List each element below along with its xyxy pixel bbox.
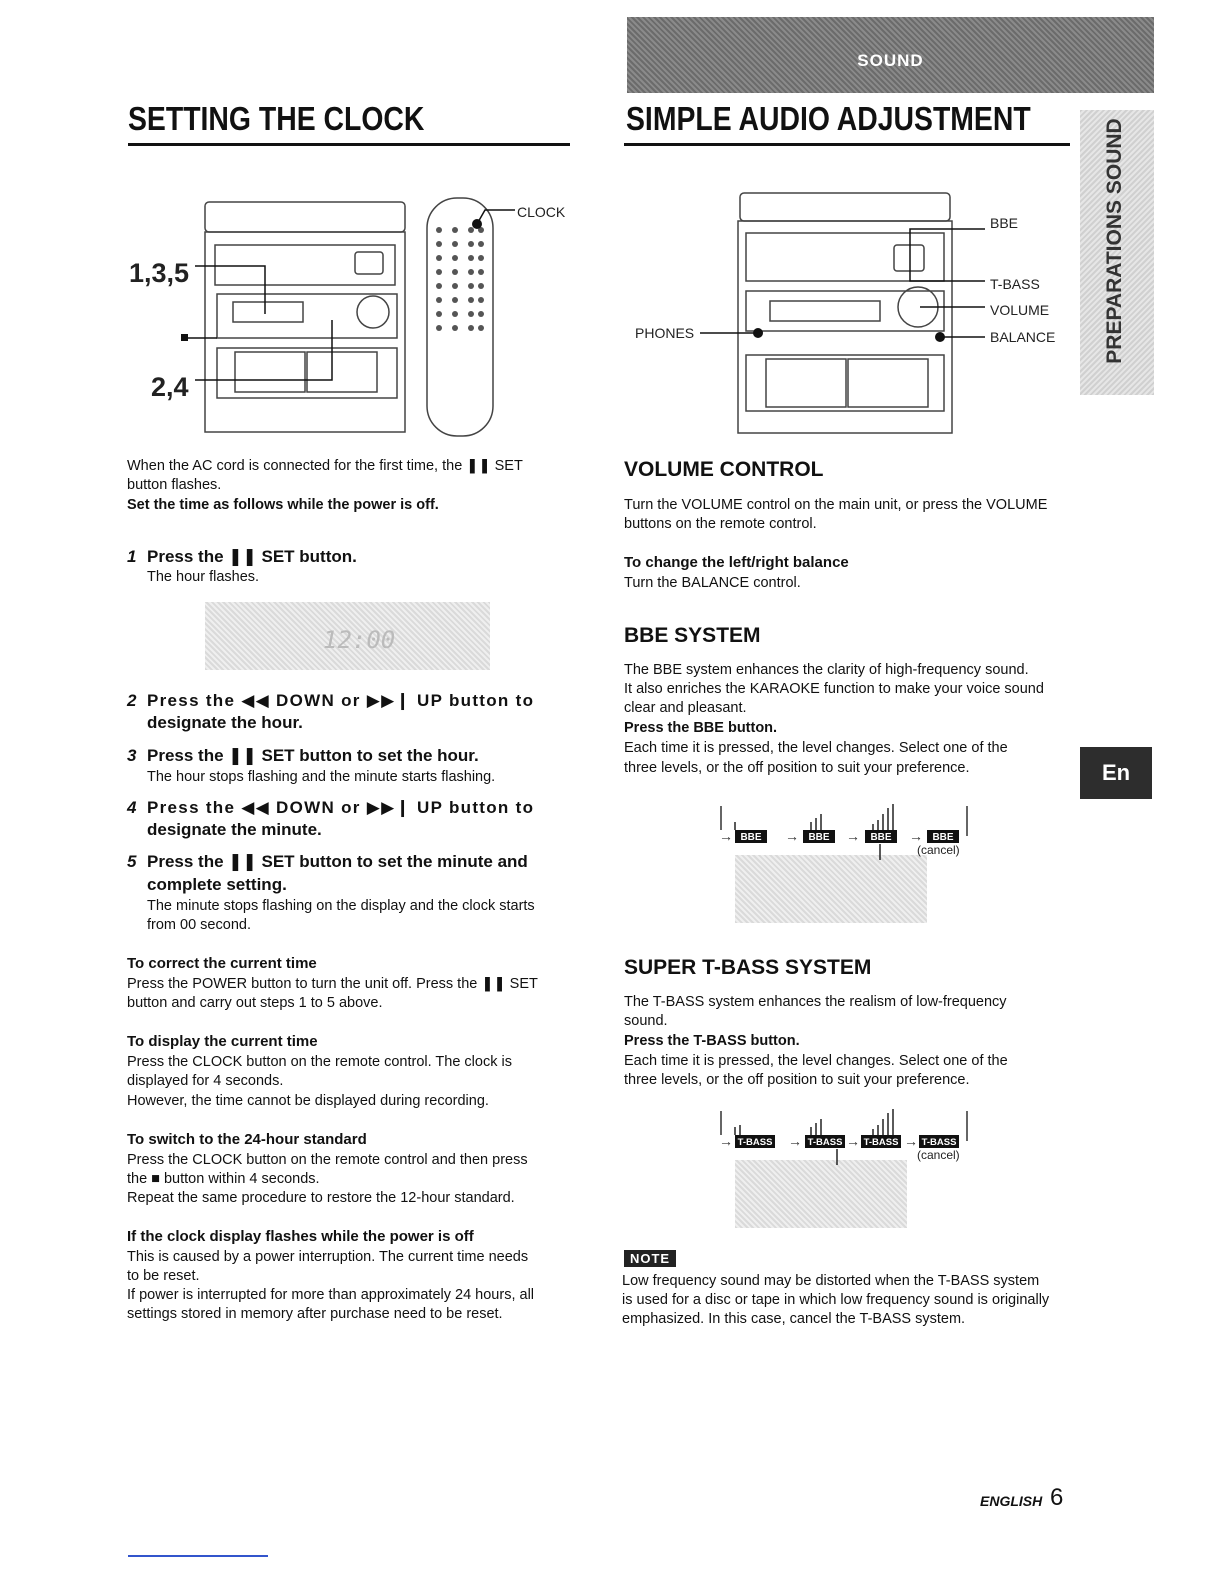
step-1-sub: The hour flashes. xyxy=(147,569,260,585)
tbass-chip-2: T-BASS xyxy=(807,1137,843,1148)
clock-callout: CLOCK xyxy=(517,204,566,220)
clock-display-illustration xyxy=(205,602,490,670)
language-tab: En xyxy=(1080,747,1152,799)
intro-line-1: When the AC cord is connected for the first time, the ❚❚ SET xyxy=(127,458,523,474)
tbass-l4: three levels, or the off position to suit your preference. xyxy=(624,1072,970,1088)
balance-callout: BALANCE xyxy=(990,329,1056,345)
volume-callout: VOLUME xyxy=(990,302,1050,318)
flash-head: If the clock display flashes while the power is off xyxy=(127,1228,474,1245)
svg-text:→: → xyxy=(785,828,799,844)
switch24-l2: the ■ button within 4 seconds. xyxy=(127,1171,320,1187)
bbe-chip-2: BBE xyxy=(808,832,830,843)
bbe-chip-3: BBE xyxy=(870,832,892,843)
flash-l3: If power is interrupted for more than approximately 24 hours, all xyxy=(127,1287,535,1303)
svg-text:→: → xyxy=(719,1133,733,1149)
tbass-l1: The T-BASS system enhances the realism of low-frequency xyxy=(624,994,1007,1010)
tbass-chip-4: T-BASS xyxy=(921,1137,957,1148)
svg-text:→: → xyxy=(719,828,733,844)
left-title: SETTING THE CLOCK xyxy=(128,100,425,137)
tbass-level-diagram xyxy=(715,1105,975,1165)
phones-callout: PHONES xyxy=(635,325,695,341)
bbe-l4: Each time it is pressed, the level changes. Select one of the xyxy=(624,740,1008,756)
flash-l4: settings stored in memory after purchase need to be reset. xyxy=(127,1306,503,1322)
volume-heading: VOLUME CONTROL xyxy=(624,458,824,481)
audio-unit-illustration xyxy=(630,185,1075,440)
tbass-l2: sound. xyxy=(624,1013,668,1029)
step-4-text-1: Press the ◀◀ DOWN or ▶▶❙ UP button to xyxy=(147,798,535,817)
step-1-num: 1 xyxy=(127,547,137,566)
svg-text:→: → xyxy=(788,1133,802,1149)
note-l2: is used for a disc or tape in which low frequency sound is originally xyxy=(622,1292,1050,1308)
tbass-press: Press the T-BASS button. xyxy=(624,1033,800,1049)
flash-l1: This is caused by a power interruption. The current time needs xyxy=(127,1249,529,1265)
tbass-heading: SUPER T-BASS SYSTEM xyxy=(624,956,872,979)
correct-time-head: To correct the current time xyxy=(127,955,317,972)
step-1-text: Press the ❚❚ SET button. xyxy=(147,547,357,566)
correct-time-l2: button and carry out steps 1 to 5 above. xyxy=(127,995,383,1011)
volume-l1: Turn the VOLUME control on the main unit, or press the VOLUME xyxy=(624,497,1048,513)
display-time-l1: Press the CLOCK button on the remote control. The clock is xyxy=(127,1054,512,1070)
bbe-l2: It also enriches the KARAOKE function to make your voice sound xyxy=(624,681,1044,697)
clock-unit-illustration xyxy=(125,190,575,440)
step-5-sub-1: The minute stops flashing on the display and the clock starts xyxy=(147,898,535,914)
tbass-chip-3: T-BASS xyxy=(863,1137,899,1148)
display-time-l3: However, the time cannot be displayed during recording. xyxy=(127,1093,489,1109)
bbe-l1: The BBE system enhances the clarity of high-frequency sound. xyxy=(624,662,1029,678)
tbass-callout: T-BASS xyxy=(990,276,1040,292)
step-2-num: 2 xyxy=(127,691,137,710)
display-time-head: To display the current time xyxy=(127,1033,318,1050)
right-title-rule xyxy=(624,143,1070,146)
bbe-level-diagram xyxy=(715,800,975,860)
step-5-text-1: Press the ❚❚ SET button to set the minute and xyxy=(147,852,528,871)
bbe-heading: BBE SYSTEM xyxy=(624,624,761,647)
bbe-chip-1: BBE xyxy=(740,832,762,843)
section-band xyxy=(627,17,1154,93)
note-badge: NOTE xyxy=(624,1250,676,1267)
section-label: SOUND xyxy=(857,51,924,70)
intro-bold: Set the time as follows while the power is off. xyxy=(127,497,439,513)
svg-text:→: → xyxy=(904,1133,918,1149)
step-5-sub-2: from 00 second. xyxy=(147,917,251,933)
correct-time-l1: Press the POWER button to turn the unit off. Press the ❚❚ SET xyxy=(127,976,538,992)
volume-l2: buttons on the remote control. xyxy=(624,516,817,532)
left-title-rule xyxy=(128,143,570,146)
tbass-chip-1: T-BASS xyxy=(737,1137,773,1148)
step-4-num: 4 xyxy=(127,798,137,817)
side-tab xyxy=(1080,110,1154,395)
note-l3: emphasized. In this case, cancel the T-BASS system. xyxy=(622,1311,966,1327)
bbe-chip-4: BBE xyxy=(932,832,954,843)
step-2-text-1: Press the ◀◀ DOWN or ▶▶❙ UP button to xyxy=(147,691,535,710)
tbass-display-illustration xyxy=(735,1160,907,1228)
tbass-cancel: (cancel) xyxy=(917,1148,960,1162)
step-4-text-2: designate the minute. xyxy=(147,820,322,839)
step-5-text-2: complete setting. xyxy=(147,875,287,894)
step-3-num: 3 xyxy=(127,746,137,765)
svg-text:→: → xyxy=(846,1133,860,1149)
svg-text:→: → xyxy=(909,828,923,844)
step-5-num: 5 xyxy=(127,852,137,871)
right-title: SIMPLE AUDIO ADJUSTMENT xyxy=(626,100,1031,137)
balance-l1: Turn the BALANCE control. xyxy=(624,575,801,591)
side-tab-label: PREPARATIONS SOUND xyxy=(1103,118,1126,364)
steps-135-callout: 1,3,5 xyxy=(129,258,190,288)
bbe-callout: BBE xyxy=(990,215,1019,231)
bbe-press: Press the BBE button. xyxy=(624,720,778,736)
bbe-cancel: (cancel) xyxy=(917,843,960,857)
step-3-sub: The hour stops flashing and the minute starts flashing. xyxy=(147,769,496,785)
intro-line-2: button flashes. xyxy=(127,477,222,493)
bbe-display-illustration xyxy=(735,855,927,923)
footer-language: ENGLISH xyxy=(980,1493,1043,1509)
footer-rule xyxy=(128,1555,268,1557)
steps-24-callout: 2,4 xyxy=(151,372,189,402)
svg-text:→: → xyxy=(846,828,860,844)
balance-head: To change the left/right balance xyxy=(624,554,849,571)
page-number: 6 xyxy=(1050,1484,1064,1511)
switch24-l3: Repeat the same procedure to restore the 12-hour standard. xyxy=(127,1190,515,1206)
switch24-l1: Press the CLOCK button on the remote control and then press xyxy=(127,1152,528,1168)
bbe-l3: clear and pleasant. xyxy=(624,700,747,716)
flash-l2: to be reset. xyxy=(127,1268,200,1284)
display-time-l2: displayed for 4 seconds. xyxy=(127,1073,284,1089)
switch24-head: To switch to the 24-hour standard xyxy=(127,1131,367,1148)
clock-display-digits: 12:00 xyxy=(323,626,396,654)
step-2-text-2: designate the hour. xyxy=(147,713,303,732)
step-3-text: Press the ❚❚ SET button to set the hour. xyxy=(147,746,479,765)
bbe-l5: three levels, or the off position to suit your preference. xyxy=(624,760,970,776)
note-l1: Low frequency sound may be distorted when the T-BASS system xyxy=(622,1273,1040,1289)
tbass-l3: Each time it is pressed, the level changes. Select one of the xyxy=(624,1053,1008,1069)
